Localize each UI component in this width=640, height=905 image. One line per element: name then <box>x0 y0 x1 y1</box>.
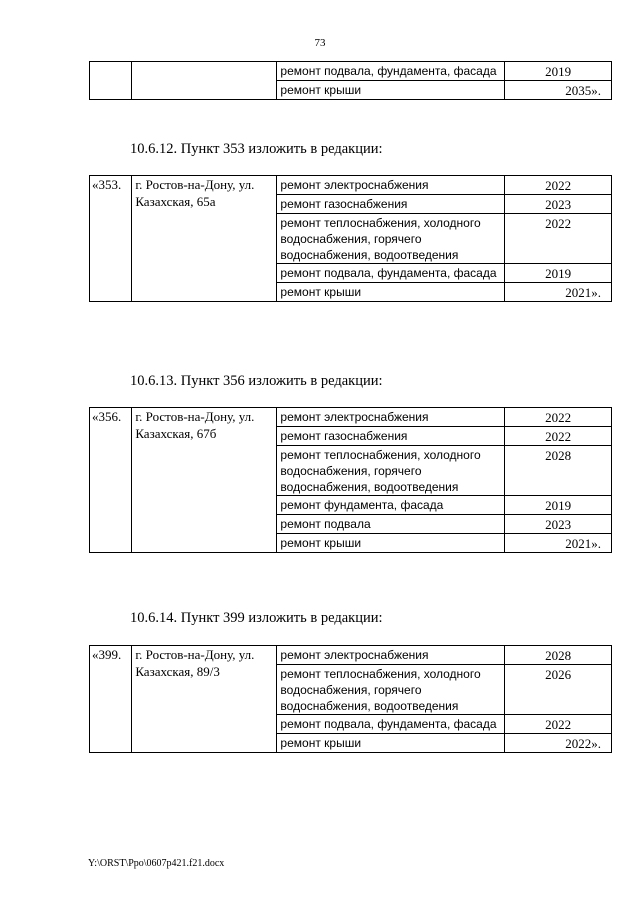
year-cell: 2022 <box>505 408 612 427</box>
section-heading: 10.6.12. Пункт 353 изложить в редакции: <box>130 141 383 157</box>
page-number: 73 <box>314 37 326 49</box>
year-cell: 2019 <box>505 496 612 515</box>
work-cell: ремонт подвала <box>277 515 505 534</box>
work-cell: ремонт крыши <box>277 283 505 302</box>
year-cell: 2022 <box>505 214 612 264</box>
year-cell: 2022». <box>505 734 612 753</box>
number-cell <box>90 62 132 100</box>
work-cell: ремонт крыши <box>277 534 505 553</box>
item-356-table <box>89 407 612 553</box>
work-cell: ремонт электроснабжения <box>277 646 505 665</box>
work-cell: ремонт электроснабжения <box>277 176 505 195</box>
year-cell: 2028 <box>505 646 612 665</box>
year-cell: 2028 <box>505 446 612 496</box>
item-address: г. Ростов-на-Дону, ул. Казахская, 89/3 <box>132 646 277 753</box>
year-cell: 2023 <box>505 515 612 534</box>
year-cell: 2019 <box>505 264 612 283</box>
work-cell: ремонт теплоснабжения, холодного водоснабжения, горячего водоснабжения, водоотведения <box>277 665 505 715</box>
work-cell: ремонт электроснабжения <box>277 408 505 427</box>
year-cell: 2022 <box>505 176 612 195</box>
item-address: г. Ростов-на-Дону, ул. Казахская, 67б <box>132 408 277 553</box>
section-heading: 10.6.14. Пункт 399 изложить в редакции: <box>130 610 383 626</box>
work-cell: ремонт подвала, фундамента, фасада <box>277 264 505 283</box>
table-row <box>90 176 612 195</box>
item-399-table <box>89 645 612 753</box>
address-cell <box>132 62 277 100</box>
item-number: «356. <box>90 408 132 553</box>
item-number: «399. <box>90 646 132 753</box>
year-cell: 2022 <box>505 715 612 734</box>
work-cell: ремонт газоснабжения <box>277 195 505 214</box>
work-cell: ремонт газоснабжения <box>277 427 505 446</box>
work-cell: ремонт фундамента, фасада <box>277 496 505 515</box>
year-cell: 2021». <box>505 534 612 553</box>
year-cell: 2022 <box>505 427 612 446</box>
work-cell: ремонт теплоснабжения, холодного водоснабжения, горячего водоснабжения, водоотведения <box>277 446 505 496</box>
work-cell: ремонт крыши <box>277 81 505 100</box>
year-cell: 2026 <box>505 665 612 715</box>
table-row <box>90 408 612 427</box>
table-row <box>90 62 612 81</box>
year-cell: 2019 <box>505 62 612 81</box>
work-cell: ремонт подвала, фундамента, фасада <box>277 62 505 81</box>
year-cell: 2021». <box>505 283 612 302</box>
top-continuation-table <box>89 61 612 100</box>
table-row <box>90 646 612 665</box>
section-heading: 10.6.13. Пункт 356 изложить в редакции: <box>130 373 383 389</box>
item-353-table <box>89 175 612 302</box>
item-number: «353. <box>90 176 132 302</box>
work-cell: ремонт теплоснабжения, холодного водоснабжения, горячего водоснабжения, водоотведения <box>277 214 505 264</box>
item-address: г. Ростов-на-Дону, ул. Казахская, 65а <box>132 176 277 302</box>
year-cell: 2023 <box>505 195 612 214</box>
file-path-footer: Y:\ORST\Ppo\0607p421.f21.docx <box>88 858 225 869</box>
work-cell: ремонт крыши <box>277 734 505 753</box>
year-cell: 2035». <box>505 81 612 100</box>
work-cell: ремонт подвала, фундамента, фасада <box>277 715 505 734</box>
